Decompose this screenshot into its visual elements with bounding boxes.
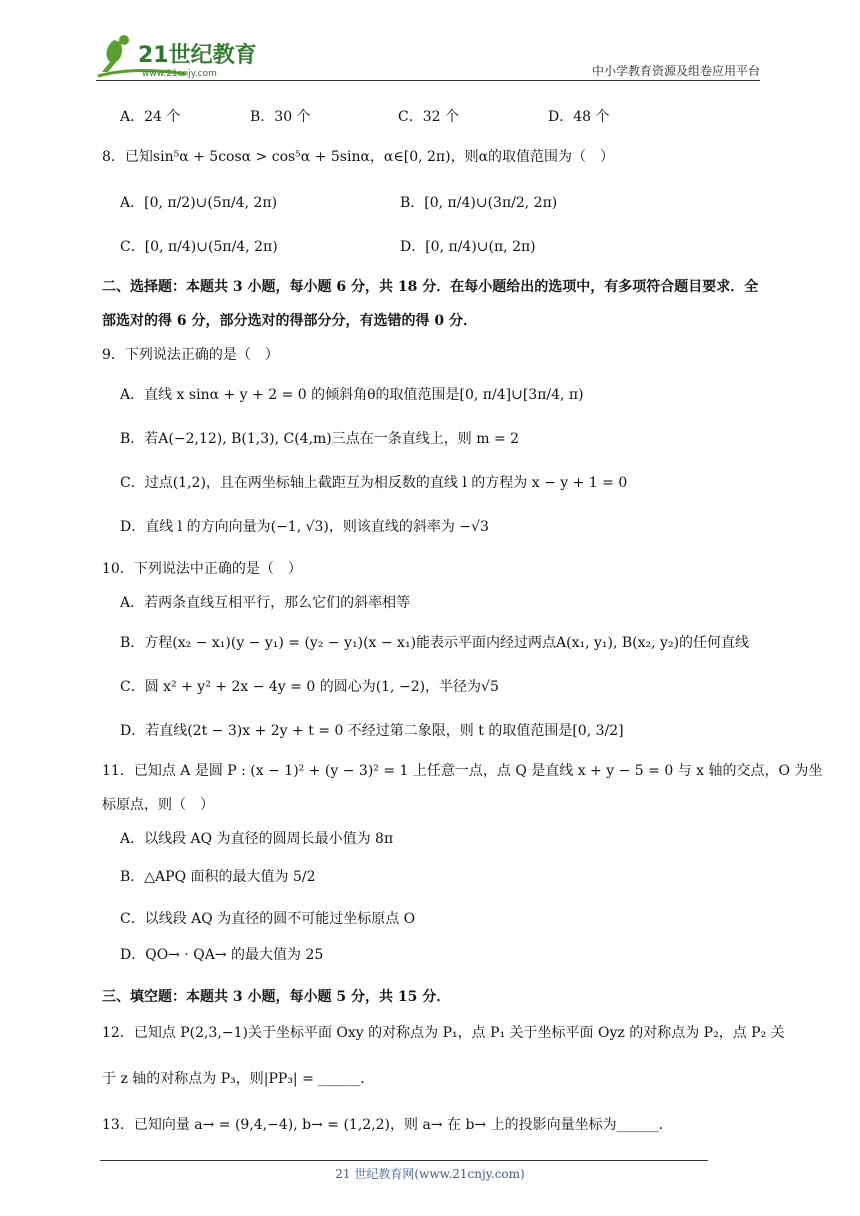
q11-option-d: D．QO→ · QA→ 的最大值为 25	[120, 947, 324, 963]
q7-option-d: D．48 个	[548, 109, 610, 125]
q12-line1: 12．已知点 P(2,3,−1)关于坐标平面 Oxy 的对称点为 P₁，点 P₁ 关于坐标平面 Oyz 的对称点为 P₂，点 P₂ 关	[102, 1025, 785, 1041]
q10-option-c: C．圆 x² + y² + 2x − 4y = 0 的圆心为(1, −2)，半径为√5	[120, 679, 499, 695]
q10-option-a: A．若两条直线互相平行，那么它们的斜率相等	[120, 595, 411, 611]
q7-option-a: A．24 个	[120, 109, 181, 125]
q12-line2: 于 z 轴的对称点为 P₃，则|PP₃| = ______．	[102, 1071, 375, 1087]
footer-rule	[100, 1160, 708, 1161]
q11-stem-line1: 11．已知点 A 是圆 P : (x − 1)² + (y − 3)² = 1 上任意一点，点 Q 是直线 x + y − 5 = 0 与 x 轴的交点，O 为坐	[102, 763, 823, 779]
q8-option-a: A．[0, π/2)∪(5π/4, 2π)	[120, 195, 278, 211]
q11-option-c: C．以线段 AQ 为直径的圆不可能过坐标原点 O	[120, 911, 416, 927]
section3-heading: 三、填空题：本题共 3 小题，每小题 5 分，共 15 分．	[102, 989, 451, 1005]
page-header	[96, 28, 760, 84]
section2-heading-line1: 二、选择题：本题共 3 小题，每小题 6 分，共 18 分．在每小题给出的选项中，有多项符合题目要求．全	[102, 279, 759, 295]
q10-option-b: B．方程(x₂ − x₁)(y − y₁) = (y₂ − y₁)(x − x₁)能表示平面内经过两点A(x₁, y₁), B(x₂, y₂)的任何直线	[120, 635, 750, 651]
q10-option-d: D．若直线(2t − 3)x + 2y + t = 0 不经过第二象限，则 t 的取值范围是[0, 3/2]	[120, 723, 624, 739]
q7-option-b: B．30 个	[250, 109, 311, 125]
q9-option-a: A．直线 x sinα + y + 2 = 0 的倾斜角θ的取值范围是[0, π/4]∪[3π/4, π)	[120, 387, 584, 403]
q11-option-b: B．△APQ 面积的最大值为 5/2	[120, 869, 316, 885]
logo-21cnjy	[96, 32, 266, 80]
q8-option-d: D．[0, π/4)∪(π, 2π)	[400, 239, 536, 255]
header-rule	[96, 80, 760, 81]
q9-stem: 9．下列说法正确的是（ ）	[102, 347, 279, 363]
q9-option-c: C．过点(1,2)，且在两坐标轴上截距互为相反数的直线 l 的方程为 x − y + 1 = 0	[120, 475, 628, 491]
q13-text: 13．已知向量 a→ = (9,4,−4), b→ = (1,2,2)，则 a→ 在 b→ 上的投影向量坐标为______．	[102, 1117, 673, 1133]
q8-stem: 8．已知sin⁵α + 5cosα > cos⁵α + 5sinα，α∈[0, 2π)，则α的取值范围为（ ）	[102, 149, 615, 165]
svg-text:21世纪教育: 21世纪教育	[138, 43, 257, 68]
q9-option-b: B．若A(−2,12), B(1,3), C(4,m)三点在一条直线上，则 m = 2	[120, 431, 520, 447]
q10-stem: 10．下列说法中正确的是（ ）	[102, 561, 302, 577]
q11-option-a: A．以线段 AQ 为直径的圆周长最小值为 8π	[120, 831, 394, 847]
q9-option-d: D．直线 l 的方向向量为(−1, √3)，则该直线的斜率为 −√3	[120, 519, 489, 535]
q7-option-c: C．32 个	[398, 109, 459, 125]
header-platform-text: 中小学教育资源及组卷应用平台	[591, 64, 760, 78]
q11-stem-line2: 标原点，则（ ）	[102, 797, 214, 813]
q8-option-c: C．[0, π/4)∪(5π/4, 2π)	[120, 239, 278, 255]
section2-heading-line2: 部选对的得 6 分，部分选对的得部分分，有选错的得 0 分．	[102, 313, 477, 329]
footer-site[interactable]: 21 世纪教育网(www.21cnjy.com)	[335, 1167, 525, 1181]
q8-option-b: B．[0, π/4)∪(3π/2, 2π)	[400, 195, 558, 211]
svg-text:www.21cnjy.com: www.21cnjy.com	[142, 69, 217, 79]
